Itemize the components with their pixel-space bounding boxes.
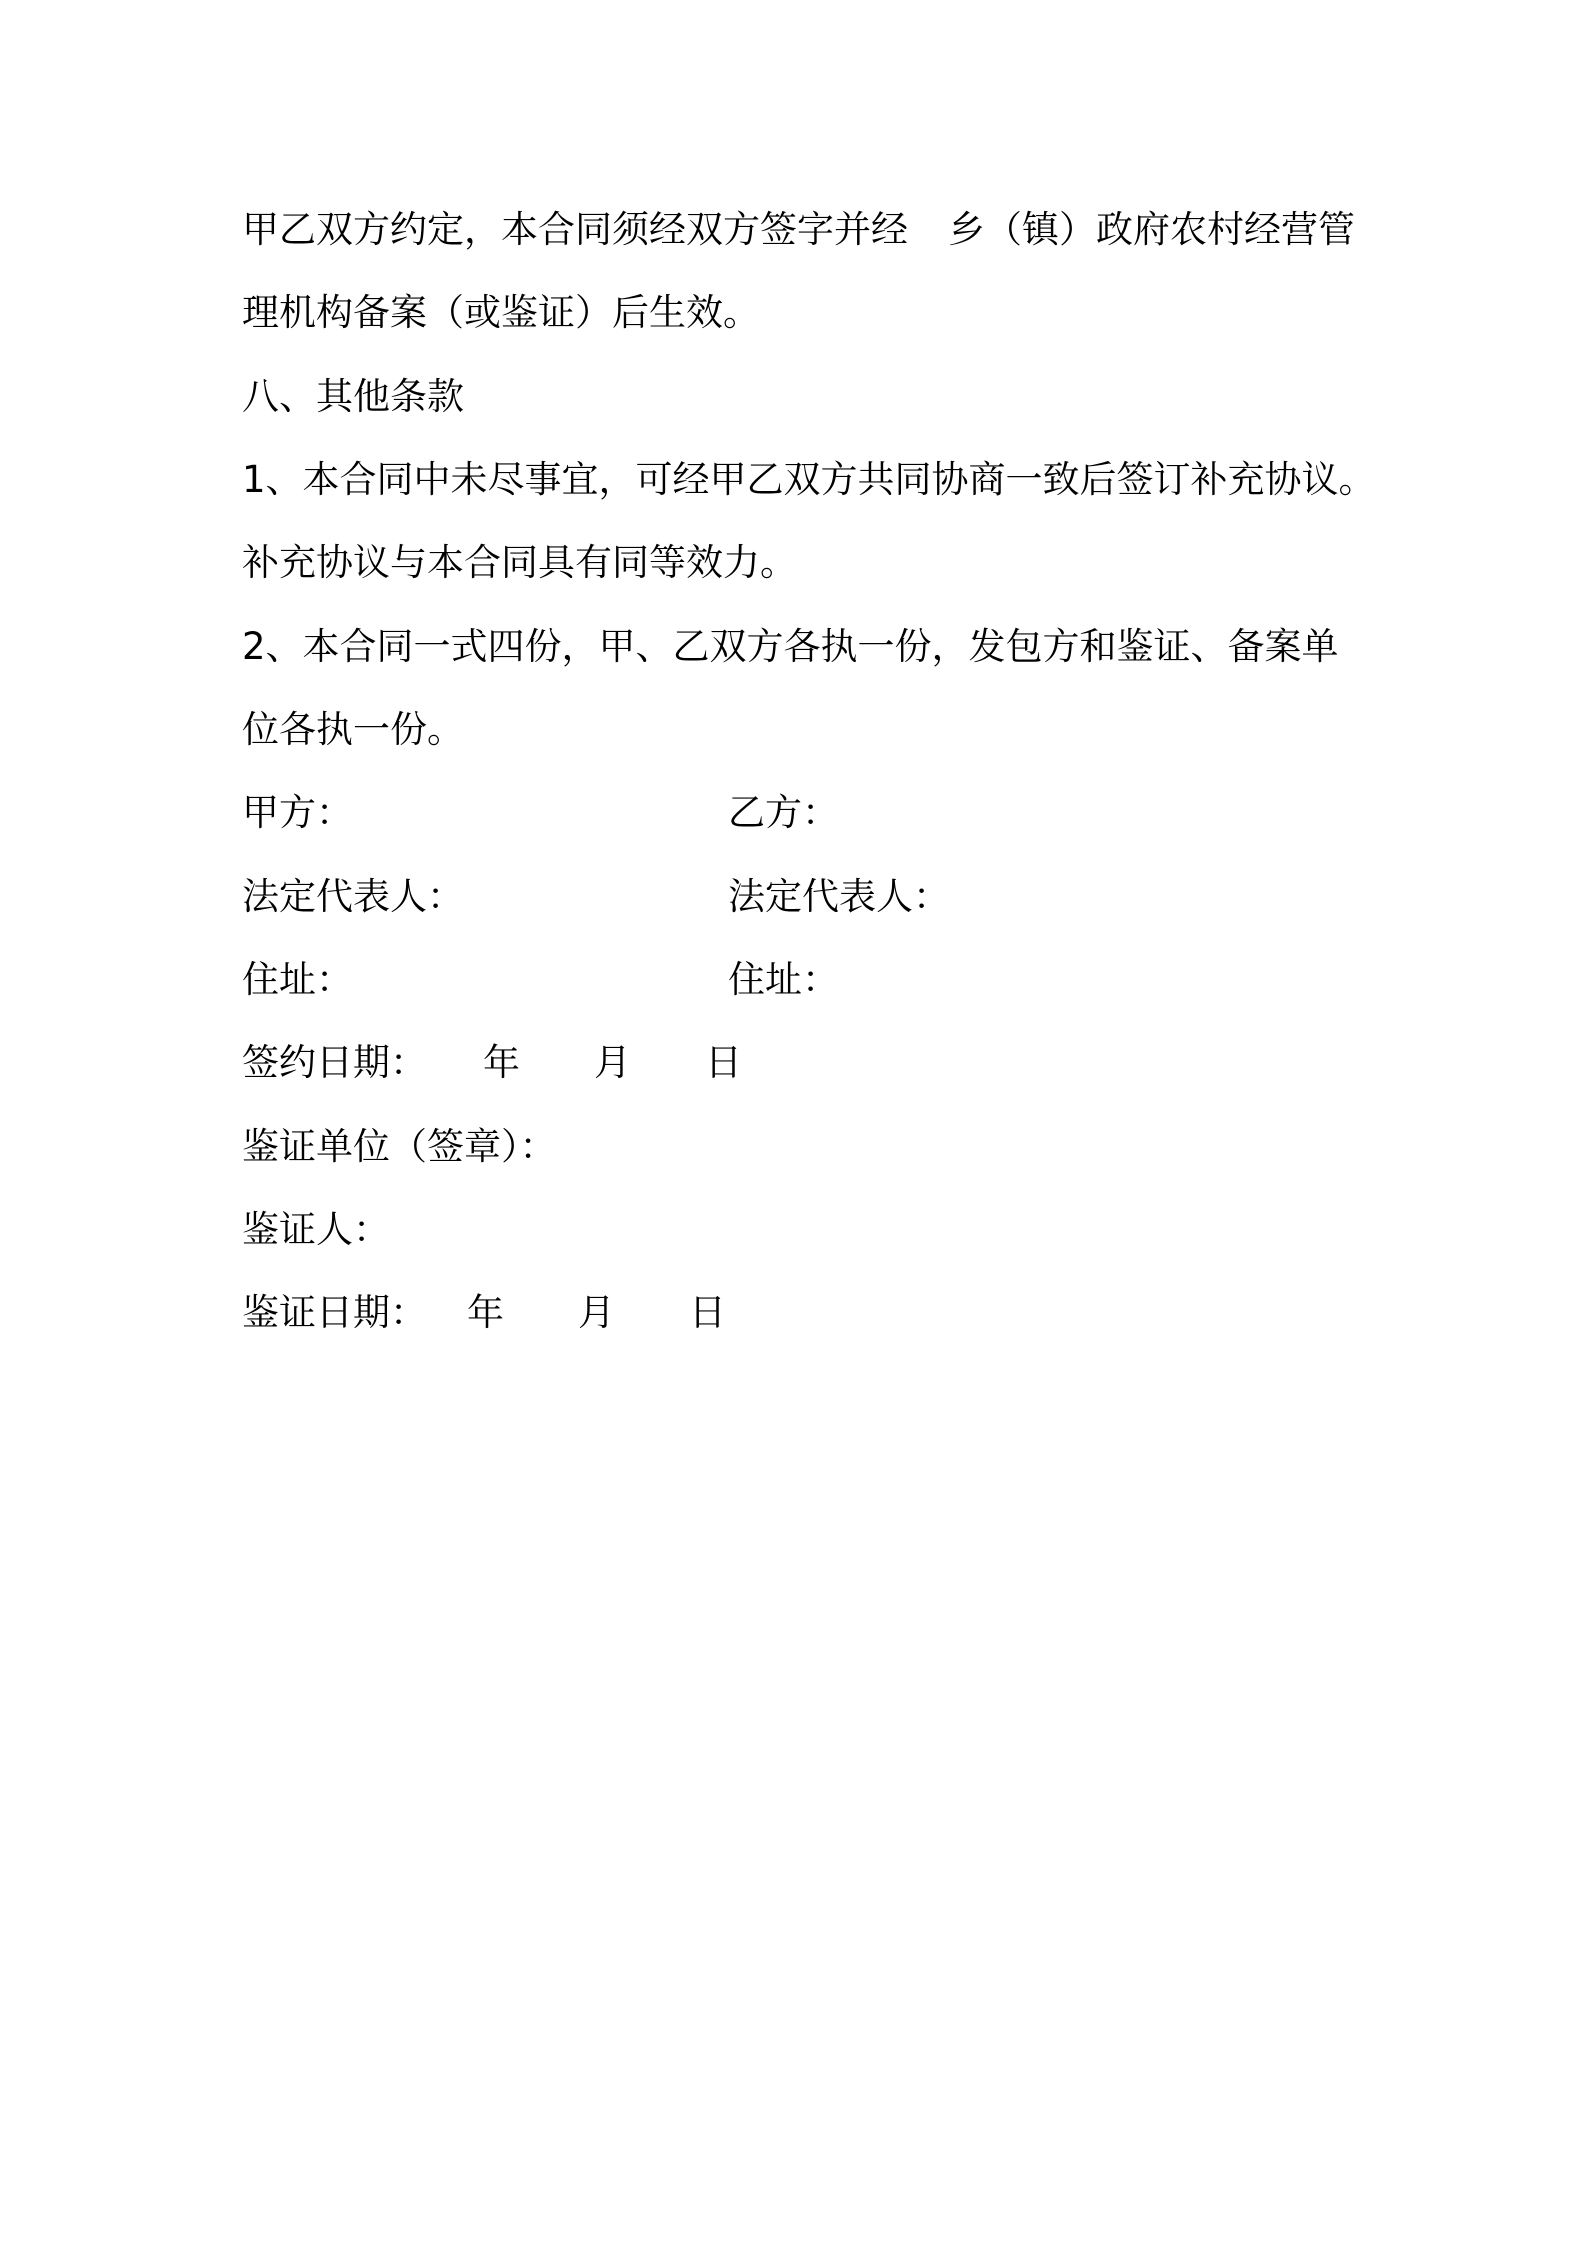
sign-year: 年 <box>483 1041 520 1084</box>
cert-unit-row: 鉴证单位（签章）： <box>242 1125 557 1168</box>
item-2-line-1: 2、本合同一式四份，甲、乙双方各执一份，发包方和鉴证、备案单 <box>242 625 1339 668</box>
cert-month: 月 <box>578 1291 615 1334</box>
paragraph-effectiveness-line-2: 理机构备案（或鉴证）后生效。 <box>242 291 760 334</box>
cert-day: 日 <box>689 1291 726 1334</box>
item-2-line-2: 位各执一份。 <box>242 708 464 751</box>
sign-date-row <box>242 1038 742 1088</box>
cert-date-label: 鉴证日期： <box>242 1291 427 1334</box>
item-1-line-1: 1、本合同中未尽事宜，可经甲乙双方共同协商一致后签订补充协议。 <box>242 458 1376 501</box>
party-a-label: 甲方： <box>242 791 353 834</box>
sign-month: 月 <box>594 1041 631 1084</box>
sign-day: 日 <box>705 1041 742 1084</box>
item-1-line-2: 补充协议与本合同具有同等效力。 <box>242 541 797 584</box>
rep-b-label: 法定代表人： <box>728 875 950 918</box>
effectiveness-text-a: 甲乙双方约定，本合同须经双方签字并经 <box>242 208 908 251</box>
address-row <box>242 955 839 1005</box>
cert-date-row <box>242 1288 726 1338</box>
rep-a-label: 法定代表人： <box>242 875 464 918</box>
addr-a-label: 住址： <box>242 958 353 1001</box>
certifier-row: 鉴证人： <box>242 1208 390 1251</box>
party-b-label: 乙方： <box>728 791 839 834</box>
party-row <box>242 788 839 838</box>
addr-b-label: 住址： <box>728 958 839 1001</box>
section-8-title: 八、其他条款 <box>242 375 464 418</box>
cert-year: 年 <box>467 1291 504 1334</box>
representative-row <box>242 872 950 922</box>
effectiveness-text-b: 乡（镇）政府农村经营管 <box>948 208 1355 251</box>
sign-date-label: 签约日期： <box>242 1041 427 1084</box>
paragraph-effectiveness-line-1 <box>242 205 1355 255</box>
